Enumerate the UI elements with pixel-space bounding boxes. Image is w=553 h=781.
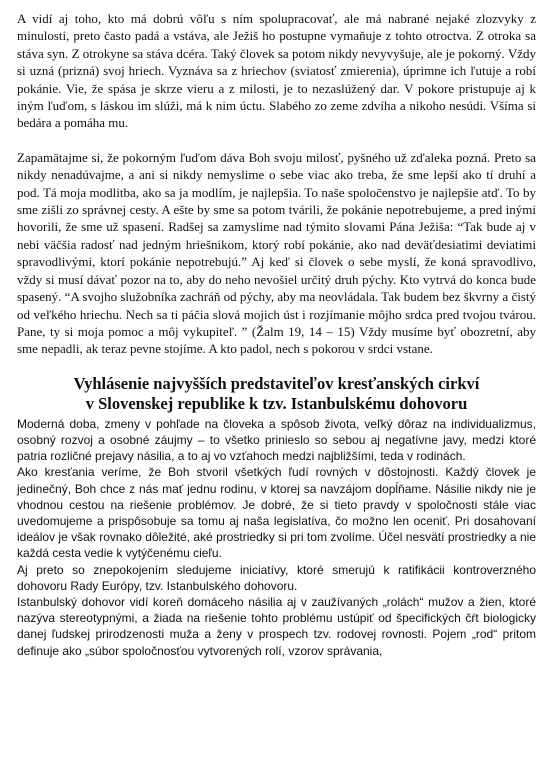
declaration-title-line-2: v Slovenskej republike k tzv. Istanbulskému dohovoru — [85, 393, 468, 413]
declaration-paragraph-4: Istanbulský dohovor vidí koreň domáceho násilia aj v zaužívaných „rolách“ mužov a žien, ktoré nazýva stereotypnými, a žiada na riešenie tohto problému ustúpiť od špecifických čŕt biologicky danej ľudskej prirodzenosti muža a ženy v prospech tzv. rodovej rovnosti. Pojem „rod“ pritom definuje ako „súbor spoločnosťou vytvorených rolí, vzorov správania, — [17, 594, 536, 658]
declaration-title-line-1: Vyhlásenie najvyšších predstaviteľov kresťanských cirkví — [73, 373, 480, 393]
declaration-heading — [17, 374, 536, 414]
paragraph-spacer — [17, 132, 536, 149]
reflection-paragraph-2: Zapamätajme si, že pokorným ľuďom dáva Boh svoju milosť, pyšného už zďaleka pozná. Preto sa nikdy nenadúvajme, a ani si nikdy nemyslime o sebe viac ako treba, že sme lepší ako tí druhí a pod. Tá moja modlitba, ako sa ja modlím, je najlepšia. To naše spoločenstvo je najlepšie atď. To by sme zišli zo správnej cesty. A ešte by sme sa potom tvárili, že pokánie nepotrebujeme, a pred inými hovorili, že sme už spasení. Radšej sa zamyslime nad týmito slovami Pána Ježiša: “Tak bude aj v nebi väčšia radosť nad jedným hriešnikom, ktorý robí pokánie, ako nad deväťdesiatimi deviatimi spravodlivými, ktorí pokánie nepotrebujú.” Aj keď si človek o sebe myslí, že koná spravodlivo, vždy si musí dávať pozor na to, aby do neho nevošiel určitý druh pýchy. Kto vytrvá do konca bude spasený. “A svojho služobníka zachráň od pýchy, aby ma neovládala. Tak budem bez škvrny a čistý od veľkého hriechu. Nech sa ti páčia slová mojich úst i rozjímanie môjho srdca pred tvojou tvárou. Pane, ty si moja pomoc a môj vykupiteľ. ” (Žalm 19, 14 – 15) Vždy musíme byť obozretní, aby sme nepadli, ak teraz pevne stojíme. A kto padol, nech s pokorou v srdci vstane. — [17, 149, 536, 357]
declaration-paragraph-1: Moderná doba, zmeny v pohľade na človeka a spôsob života, veľký dôraz na individualizmus, osobný rozvoj a osobné záujmy – to všetko prinieslo so sebou aj negatívne javy, medzi ktoré patria rozličné prejavy násilia, a to aj vo vzťahoch medzi najbližšími, teda v rodinách. — [17, 416, 536, 464]
reflection-paragraph-1: A vidí aj toho, kto má dobrú vôľu s ním spolupracovať, ale má nabrané nejaké zlozvyky z minulosti, preto často padá a vstáva, ale Ježiš ho postupne vymaňuje z tohto otroctva. Z otroka sa stáva syn. Z otrokyne sa stáva dcéra. Taký človek sa potom nikdy nevyvyšuje, ale je pokorný. Vždy si uzná (prizná) svoj hriech. Vyznáva sa z hriechov (sviatosť zmierenia), úprimne ich ľutuje a robí pokánie. Vie, že spása je skrze vieru a z milosti, je to nezaslúžený dar. V pokore pristupuje aj k iným ľuďom, s láskou im slúži, má k nim úctu. Slabého zo zeme zdvíha a nikoho nesúdi. Všíma si bedára a pomáha mu. — [17, 11, 536, 131]
declaration-paragraph-3: Aj preto so znepokojením sledujeme iniciatívy, ktoré smerujú k ratifikácii kontroverzného dohovoru Rady Európy, tzv. Istanbulského dohovoru. — [17, 562, 536, 593]
declaration-paragraph-2: Ako kresťania veríme, že Boh stvoril všetkých ľudí rovných v dôstojnosti. Každý človek je jedinečný, Boh chce z nás mať jednu rodinu, v ktorej sa navzájom dopĺňame. Násilie nikdy nie je vhodnou cestou na riešenie problémov. Je dobré, že si tieto pravdy v spoločnosti stále viac uvedomujeme a prispôsobuje sa tomu aj naša legislatíva, čo možno len oceniť. Pri dosahovaní ideálov je však rovnako dôležité, aké prostriedky si pri tom zvolíme. Účel nesvätí prostriedky a nie každá cesta vedie k vytýčenému cieľu. — [17, 465, 536, 561]
